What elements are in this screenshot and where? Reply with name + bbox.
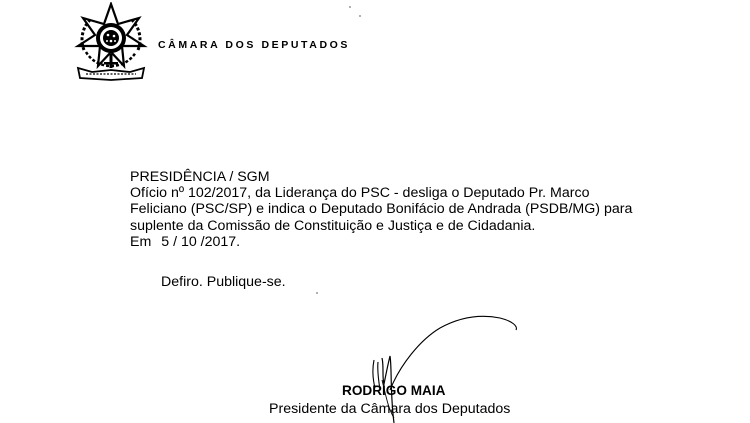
dispatch-line-heading: PRESIDÊNCIA / SGM (130, 169, 270, 185)
dispatch-line: Feliciano (PSC/SP) e indica o Deputado Bonifácio de Andrada (PSDB/MG) para (130, 201, 633, 218)
signer-role: Presidente da Câmara dos Deputados (269, 401, 511, 417)
institution-name: CÂMARA DOS DEPUTADOS (158, 39, 351, 51)
handwritten-signature (360, 300, 550, 423)
dispatch-line: Ofício nº 102/2017, da Liderança do PSC - desliga o Deputado Pr. Marco (130, 185, 590, 202)
date-label: Em (130, 233, 152, 250)
scan-speck (316, 292, 318, 294)
scan-speck (359, 15, 361, 17)
decision-text: Defiro. Publique-se. (161, 274, 286, 290)
dispatch-line: suplente da Comissão de Constituição e Justiça e de Cidadania. (130, 217, 536, 234)
date-value: 5 / 10 /2017. (161, 233, 241, 250)
scan-speck (349, 6, 351, 8)
signer-name: RODRIGO MAIA (342, 383, 446, 398)
